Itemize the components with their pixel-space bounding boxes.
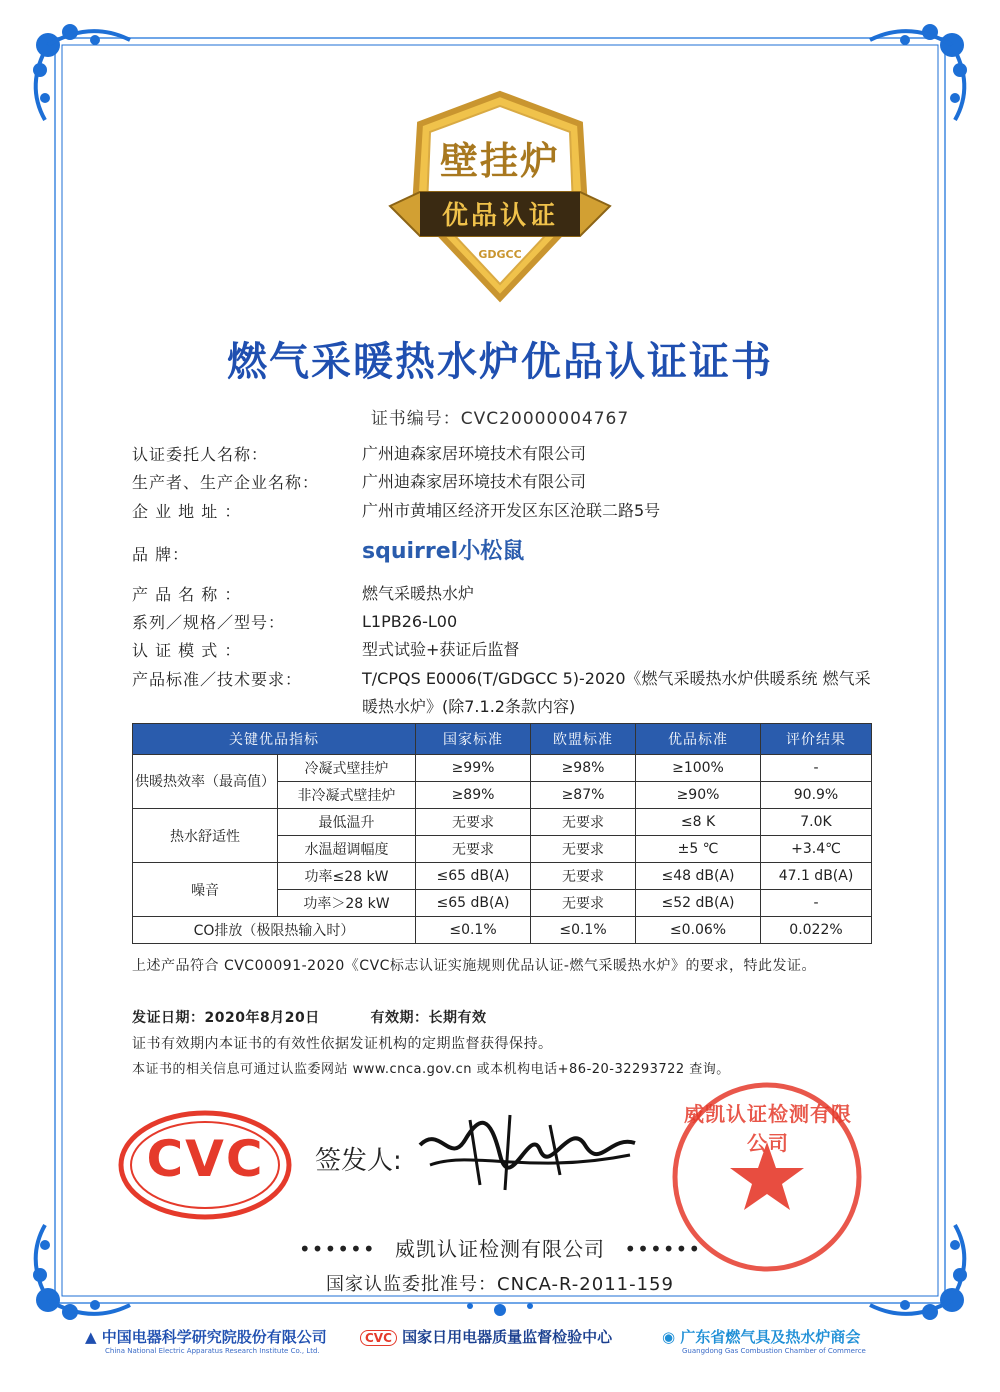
footer-org-sub: Guangdong Gas Combustion Chamber of Commerce (682, 1347, 866, 1355)
table-cell: ≤65 dB(A) (416, 890, 531, 917)
table-header: 关键优品指标 (133, 724, 416, 755)
table-cell: 功率≤28 kW (278, 863, 416, 890)
inquiry-note: 本证书的相关信息可通过认监委网站 www.cnca.gov.cn 或本机构电话+86-20-32293722 查询。 (132, 1062, 730, 1077)
table-cell: 0.022% (761, 917, 872, 944)
table-cell: 水温超调幅度 (278, 836, 416, 863)
issue-date-line (132, 1004, 872, 1032)
table-cell: 噪音 (133, 863, 278, 917)
badge-ribbon-text: 优品认证 (441, 201, 558, 231)
brand-logo: squirrel小松鼠 (362, 539, 525, 564)
table-cell: 无要求 (416, 836, 531, 863)
table-header: 优品标准 (636, 724, 761, 755)
table-cell: ≤52 dB(A) (636, 890, 761, 917)
table-cell: ≤8 K (636, 809, 761, 836)
table-cell: 无要求 (531, 809, 636, 836)
issue-date-label: 发证日期： (132, 1010, 205, 1026)
footer-org-sub: China National Electric Apparatus Research Institute Co., Ltd. (105, 1347, 320, 1355)
table-cell: +3.4℃ (761, 836, 872, 863)
field-value-model: L1PB26-L00 (362, 612, 458, 631)
table-header: 国家标准 (416, 724, 531, 755)
issue-date: 2020年8月20日 (204, 1010, 320, 1026)
field-value-standard: T/CPQS E0006(T/GDGCC 5)-2020《燃气采暖热水炉供暖系统 燃气采暖热水炉》(除7.1.2条款内容) (362, 669, 871, 716)
field-label-address: 企 业 地 址 ： (132, 502, 242, 521)
field-value-product: 燃气采暖热水炉 (362, 584, 475, 603)
table-cell: 无要求 (416, 809, 531, 836)
dots-left: •••••• (298, 1237, 376, 1261)
table-cell: - (761, 755, 872, 782)
table-cell: 最低温升 (278, 809, 416, 836)
footer-org-name: 中国电器科学研究院股份有限公司 (101, 1328, 327, 1346)
seal-text: 威凯认证检测有限公司 (684, 1102, 852, 1155)
table-cell: 冷凝式壁挂炉 (278, 755, 416, 782)
footer-org-name: 广东省燃气具及热水炉商会 (680, 1328, 861, 1346)
footer-org-ceari (85, 1326, 355, 1355)
table-cell: CO排放（极限热输入时） (133, 917, 416, 944)
table-cell: 90.9% (761, 782, 872, 809)
table-cell: 47.1 dB(A) (761, 863, 872, 890)
table-row (133, 755, 872, 782)
table-row (133, 863, 872, 890)
cvc-logo-text: CVC (146, 1130, 265, 1188)
table-cell: 供暖热效率（最高值） (133, 755, 278, 809)
field-value-mode: 型式试验+获证后监督 (362, 640, 520, 659)
field-label-manufacturer: 生产者、生产企业名称： (132, 473, 320, 492)
table-cell: 热水舒适性 (133, 809, 278, 863)
field-label-brand: 品 牌： (132, 545, 190, 564)
validity: 长期有效 (428, 1010, 487, 1026)
table-cell: 无要求 (531, 890, 636, 917)
indicator-table (132, 723, 872, 944)
table-row (133, 917, 872, 944)
table-cell: ≤65 dB(A) (416, 863, 531, 890)
table-header: 评价结果 (761, 724, 872, 755)
table-cell: ≥87% (531, 782, 636, 809)
issuer-line (0, 1233, 1000, 1262)
table-cell: ≤0.1% (531, 917, 636, 944)
table-cell: ≤0.1% (416, 917, 531, 944)
mountain-logo-icon: ▲ (85, 1328, 97, 1346)
field-label-model: 系列／规格／型号： (132, 613, 286, 632)
approval-number: 国家认监委批准号：CNCA-R-2011-159 (326, 1274, 674, 1295)
table-cell: 无要求 (531, 836, 636, 863)
signature (410, 1105, 640, 1195)
field-value-applicant: 广州迪森家居环境技术有限公司 (362, 444, 587, 463)
field-label-mode: 认 证 模 式 ： (132, 641, 242, 660)
footer-org-center (360, 1326, 650, 1347)
table-cell: 无要求 (531, 863, 636, 890)
table-header: 欧盟标准 (531, 724, 636, 755)
validity-label: 有效期： (370, 1010, 429, 1026)
badge-logo-text: GDGCC (478, 248, 522, 261)
certificate-number: 证书编号：CVC20000004767 (370, 409, 630, 429)
table-cell: ±5 ℃ (636, 836, 761, 863)
field-value-manufacturer: 广州迪森家居环境技术有限公司 (362, 472, 587, 491)
table-cell: ≥100% (636, 755, 761, 782)
signer-label: 签发人: (315, 1146, 402, 1176)
cvc-small-logo-icon: CVC (360, 1330, 397, 1346)
chamber-logo-icon: ◉ (662, 1328, 676, 1346)
badge-top-text: 壁挂炉 (439, 139, 560, 183)
table-cell: ≥99% (416, 755, 531, 782)
table-cell: ≥90% (636, 782, 761, 809)
validity-note: 证书有效期内本证书的有效性依据发证机构的定期监督获得保持。 (132, 1036, 553, 1052)
footer-org-chamber (662, 1326, 932, 1355)
table-cell: ≥89% (416, 782, 531, 809)
dots-right: •••••• (624, 1237, 702, 1261)
certificate-title: 燃气采暖热水炉优品认证证书 (227, 339, 773, 385)
issuer-name: 威凯认证检测有限公司 (395, 1237, 605, 1261)
table-cell: - (761, 890, 872, 917)
field-label-standard: 产品标准／技术要求： (132, 670, 303, 689)
footer-org-name: 国家日用电器质量监督检验中心 (402, 1328, 613, 1346)
field-value-address: 广州市黄埔区经济开发区东区沧联二路5号 (362, 501, 661, 520)
table-row (133, 809, 872, 836)
table-cell: ≤48 dB(A) (636, 863, 761, 890)
field-label-applicant: 认证委托人名称： (132, 445, 269, 464)
field-label-product: 产 品 名 称 ： (132, 585, 242, 604)
table-cell: 功率＞28 kW (278, 890, 416, 917)
table-cell: ≥98% (531, 755, 636, 782)
table-cell: ≤0.06% (636, 917, 761, 944)
table-cell: 非冷凝式壁挂炉 (278, 782, 416, 809)
conformity-note: 上述产品符合 CVC00091-2020《CVC标志认证实施规则优品认证-燃气采暖热水炉》的要求，特此发证。 (132, 958, 816, 974)
table-cell: 7.0K (761, 809, 872, 836)
